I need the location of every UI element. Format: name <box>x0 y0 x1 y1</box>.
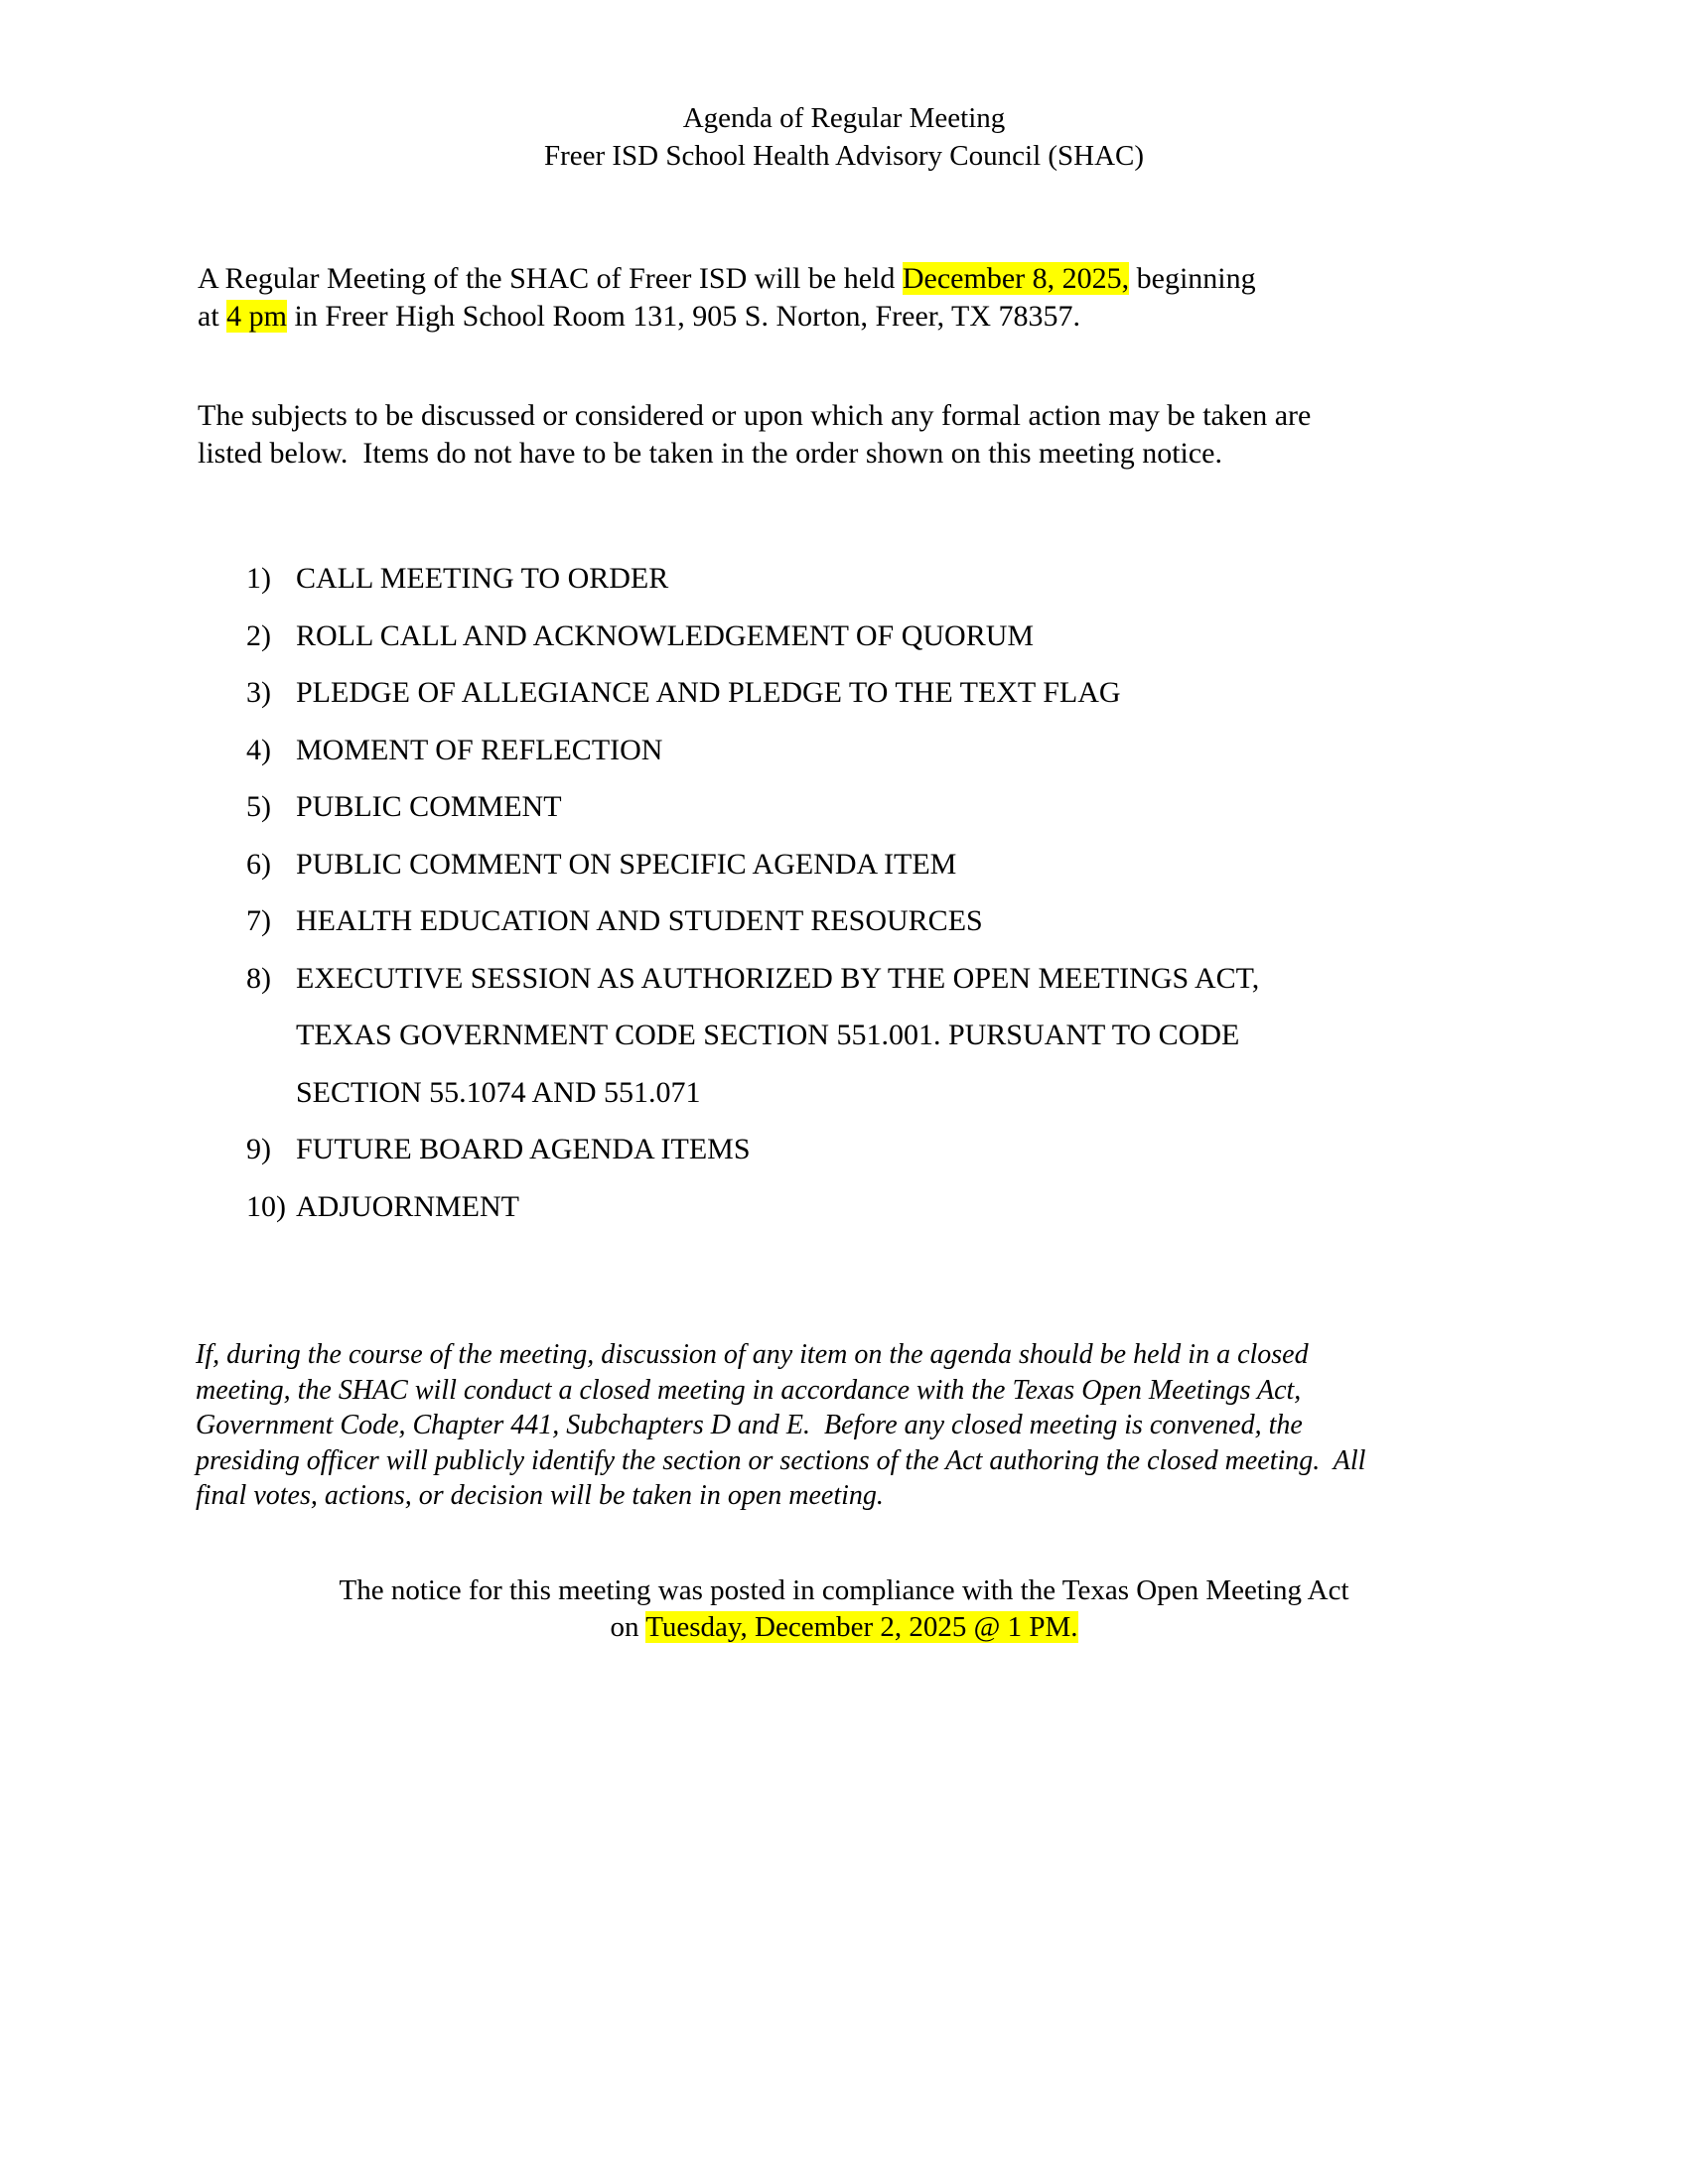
disclaimer-line: final votes, actions, or decision will be taken in open meeting. <box>196 1480 884 1511</box>
notice-prefix: on <box>610 1611 646 1643</box>
agenda-item-text: PUBLIC COMMENT ON SPECIFIC AGENDA ITEM <box>296 847 957 881</box>
posting-notice <box>0 1572 1688 1646</box>
agenda-item-text: ADJUORNMENT <box>296 1189 519 1223</box>
agenda-item <box>246 892 1438 950</box>
notice-line-1: The notice for this meeting was posted in compliance with the Texas Open Meeting Act <box>339 1574 1349 1606</box>
meeting-date-highlight: December 8, 2025, <box>902 262 1130 295</box>
meeting-time-highlight: 4 pm <box>226 300 287 333</box>
agenda-item-number: 6) <box>246 847 271 881</box>
agenda-item-text: PUBLIC COMMENT <box>296 790 562 823</box>
announcement-text: beginning <box>1129 262 1256 295</box>
agenda-item-number: 5) <box>246 790 271 823</box>
agenda-item-text: PLEDGE OF ALLEGIANCE AND PLEDGE TO THE TEXT FLAG <box>296 676 1121 709</box>
disclaimer-line: meeting, the SHAC will conduct a closed meeting in accordance with the Texas Open Meetings Act, <box>196 1374 1302 1406</box>
agenda-item <box>246 778 1438 836</box>
agenda-item <box>246 950 1438 1122</box>
announcement-line-1 <box>198 260 1488 298</box>
agenda-item-number: 4) <box>246 733 271 766</box>
agenda-item-text: ROLL CALL AND ACKNOWLEDGEMENT OF QUORUM <box>296 618 1035 652</box>
agenda-item <box>246 722 1438 779</box>
disclaimer-line: presiding officer will publicly identify the section or sections of the Act authoring the closed meeting. All <box>196 1444 1366 1476</box>
agenda-item-text: HEALTH EDUCATION AND STUDENT RESOURCES <box>296 904 983 937</box>
agenda-item-number: 2) <box>246 618 271 652</box>
disclaimer-line: Government Code, Chapter 441, Subchapters D and E. Before any closed meeting is convened, the <box>196 1410 1303 1440</box>
announcement-text: at <box>198 300 227 333</box>
notice-line-2 <box>0 1609 1688 1646</box>
agenda-item-text: FUTURE BOARD AGENDA ITEMS <box>296 1133 751 1165</box>
document-subtitle: Freer ISD School Health Advisory Council (SHAC) <box>543 140 1145 172</box>
meeting-announcement <box>198 260 1488 336</box>
agenda-item-text: MOMENT OF REFLECTION <box>296 733 663 766</box>
agenda-item <box>246 1178 1438 1236</box>
agenda-item-number: 9) <box>246 1133 271 1165</box>
agenda-item-number: 7) <box>246 904 271 937</box>
agenda-item-text: EXECUTIVE SESSION AS AUTHORIZED BY THE OPEN MEETINGS ACT, TEXAS GOVERNMENT CODE SECTION 551.001. PURSUANT TO CODE SECTION 55.1074 AND 551.071 <box>296 961 1260 1109</box>
meeting-location: in Freer High School Room 131, 905 S. Norton, Freer, TX 78357. <box>287 300 1081 333</box>
agenda-list <box>246 550 1438 1235</box>
agenda-item <box>246 608 1438 665</box>
posted-datetime-highlight: Tuesday, December 2, 2025 @ 1 PM. <box>645 1611 1078 1643</box>
document-header <box>0 99 1688 175</box>
agenda-item <box>246 836 1438 893</box>
agenda-item-number: 3) <box>246 676 271 709</box>
document-title: Agenda of Regular Meeting <box>682 102 1006 134</box>
agenda-item <box>246 1121 1438 1178</box>
subjects-line-1: The subjects to be discussed or considered or upon which any formal action may be taken are <box>198 399 1312 432</box>
agenda-item <box>246 664 1438 722</box>
agenda-item-text: CALL MEETING TO ORDER <box>296 562 669 595</box>
closed-meeting-disclaimer <box>196 1337 1506 1514</box>
disclaimer-line: If, during the course of the meeting, discussion of any item on the agenda should be held in a closed <box>196 1339 1309 1370</box>
agenda-item-number: 10) <box>246 1189 286 1223</box>
subjects-paragraph <box>198 397 1488 473</box>
subjects-line-2: listed below. Items do not have to be taken in the order shown on this meeting notice. <box>198 437 1222 470</box>
announcement-text: A Regular Meeting of the SHAC of Freer ISD will be held <box>198 262 903 295</box>
agenda-item <box>246 550 1438 608</box>
announcement-line-2 <box>198 298 1488 336</box>
agenda-item-number: 8) <box>246 961 271 995</box>
agenda-item-number: 1) <box>246 562 271 595</box>
